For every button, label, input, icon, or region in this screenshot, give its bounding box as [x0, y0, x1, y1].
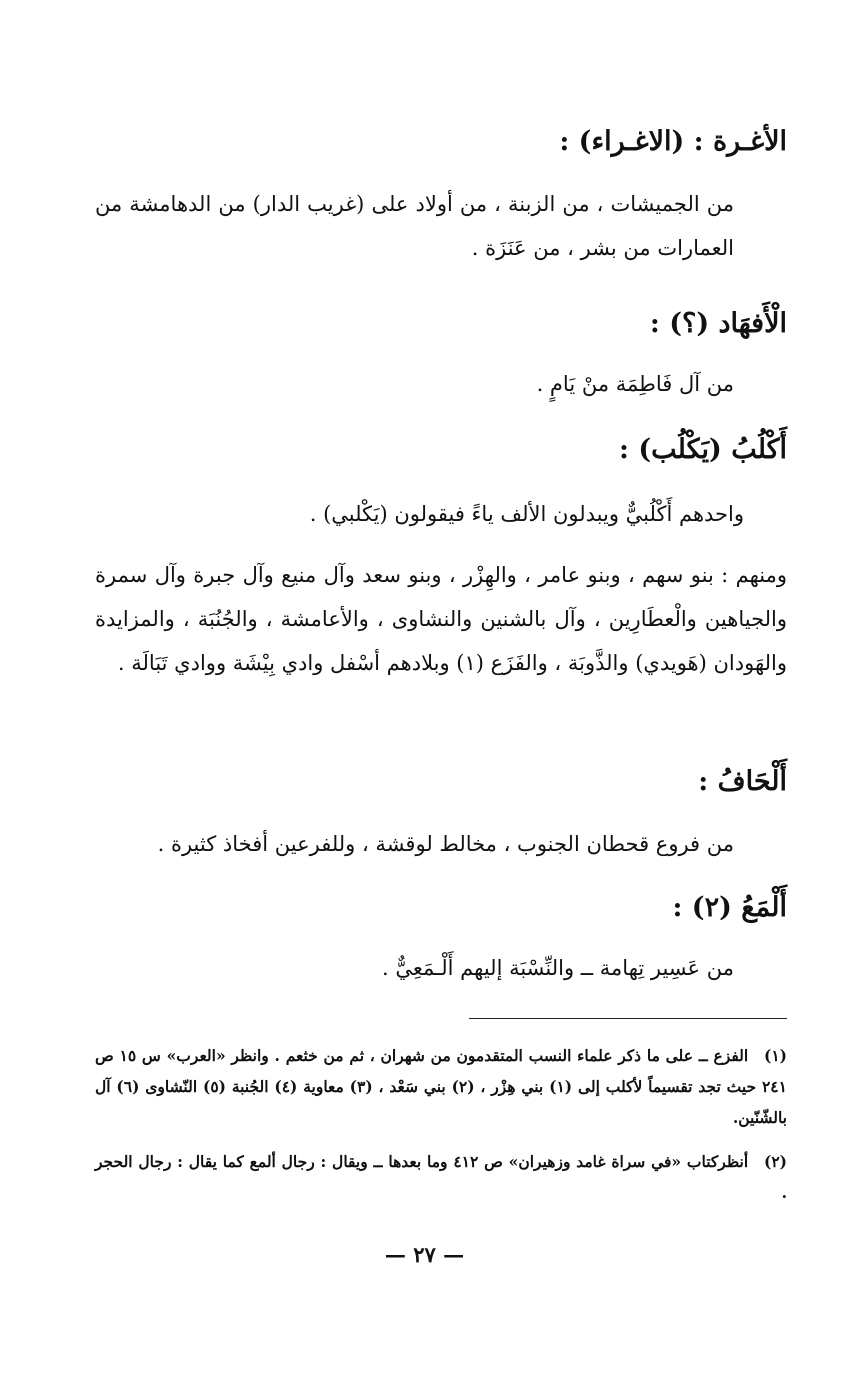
entry-heading-almaa: أَلْمَعُ (٢) : — [672, 892, 787, 923]
footnote-divider — [469, 1018, 787, 1019]
entry-text-aklub-1: واحدهم أَكْلُبيٌّ ويبدلون الألف ياءً فيقولون (يَكْلبي) . — [309, 502, 744, 526]
footnote-1 — [95, 1040, 787, 1133]
footnote-1-text: الفزع ــ على ما ذكر علماء النسب المتقدمون من شهران ، ثم من خثعم . وانظر «العرب» س ١٥ ص ٢٤١ حيث تجد تقسيماً لأكلب إلى (١) بني هِزْر ، (٢) بني سَعْد ، (٣) معاوية (٤) الجُنبة (٥) النّشاوى (٦) آل بالشّنّين. — [95, 1046, 787, 1127]
page-number: — ٢٧ — — [384, 1242, 465, 1267]
entry-text-aghra: من الجميشات ، من الزبنة ، من أولاد على (غريب الدار) من الدهامشة من العمارات من بشر ، من عَنَزَة . — [95, 192, 734, 260]
footnote-2 — [95, 1146, 787, 1208]
entry-text-afhad: من آل فَاطِمَة منْ يَامٍ . — [536, 372, 734, 396]
entry-text-almaa: من عَسِير تِهامة ــ والنِّسْبَة إليهم أَلْـمَعِيٌّ . — [382, 956, 734, 980]
entry-heading-aklub: أَكْلُبُ (يَكْلُب) : — [619, 434, 787, 465]
footnote-1-number: (١) — [763, 1046, 787, 1065]
footnote-2-number: (٢) — [764, 1152, 788, 1171]
entry-heading-afhad: الْأَفهَاد (؟) : — [649, 308, 787, 339]
entry-heading-alhaf: أَلْحَافُ : — [698, 766, 787, 797]
entry-text-alhaf: من فروع قحطان الجنوب ، مخالط لوقشة ، وللفرعين أفخاذ كثيرة . — [157, 832, 734, 856]
entry-heading-aghra: الأغـرة : (الاغـراء) : — [559, 126, 787, 157]
footnote-2-text: أنظركتاب «في سراة غامد وزهيران» ص ٤١٢ وما بعدها ــ ويقال : رجال ألمع كما يقال : رجال الحجر . — [95, 1152, 787, 1202]
entry-text-aklub-2: ومنهم : بنو سهم ، وبنو عامر ، والهِزْر ، وبنو سعد وآل منيع وآل جبرة وآل سمرة والجياهين والْعطَارِين ، وآل بالشنين والنشاوى ، والأعامشة ، والجُنُبَة ، والمزايدة والهَودان (هَويدي) والذَّوبَة ، والفَزَع (١) وبلادهم أسْفل وادي بِيْشَة ووادي تَبَالَة . — [95, 563, 787, 675]
